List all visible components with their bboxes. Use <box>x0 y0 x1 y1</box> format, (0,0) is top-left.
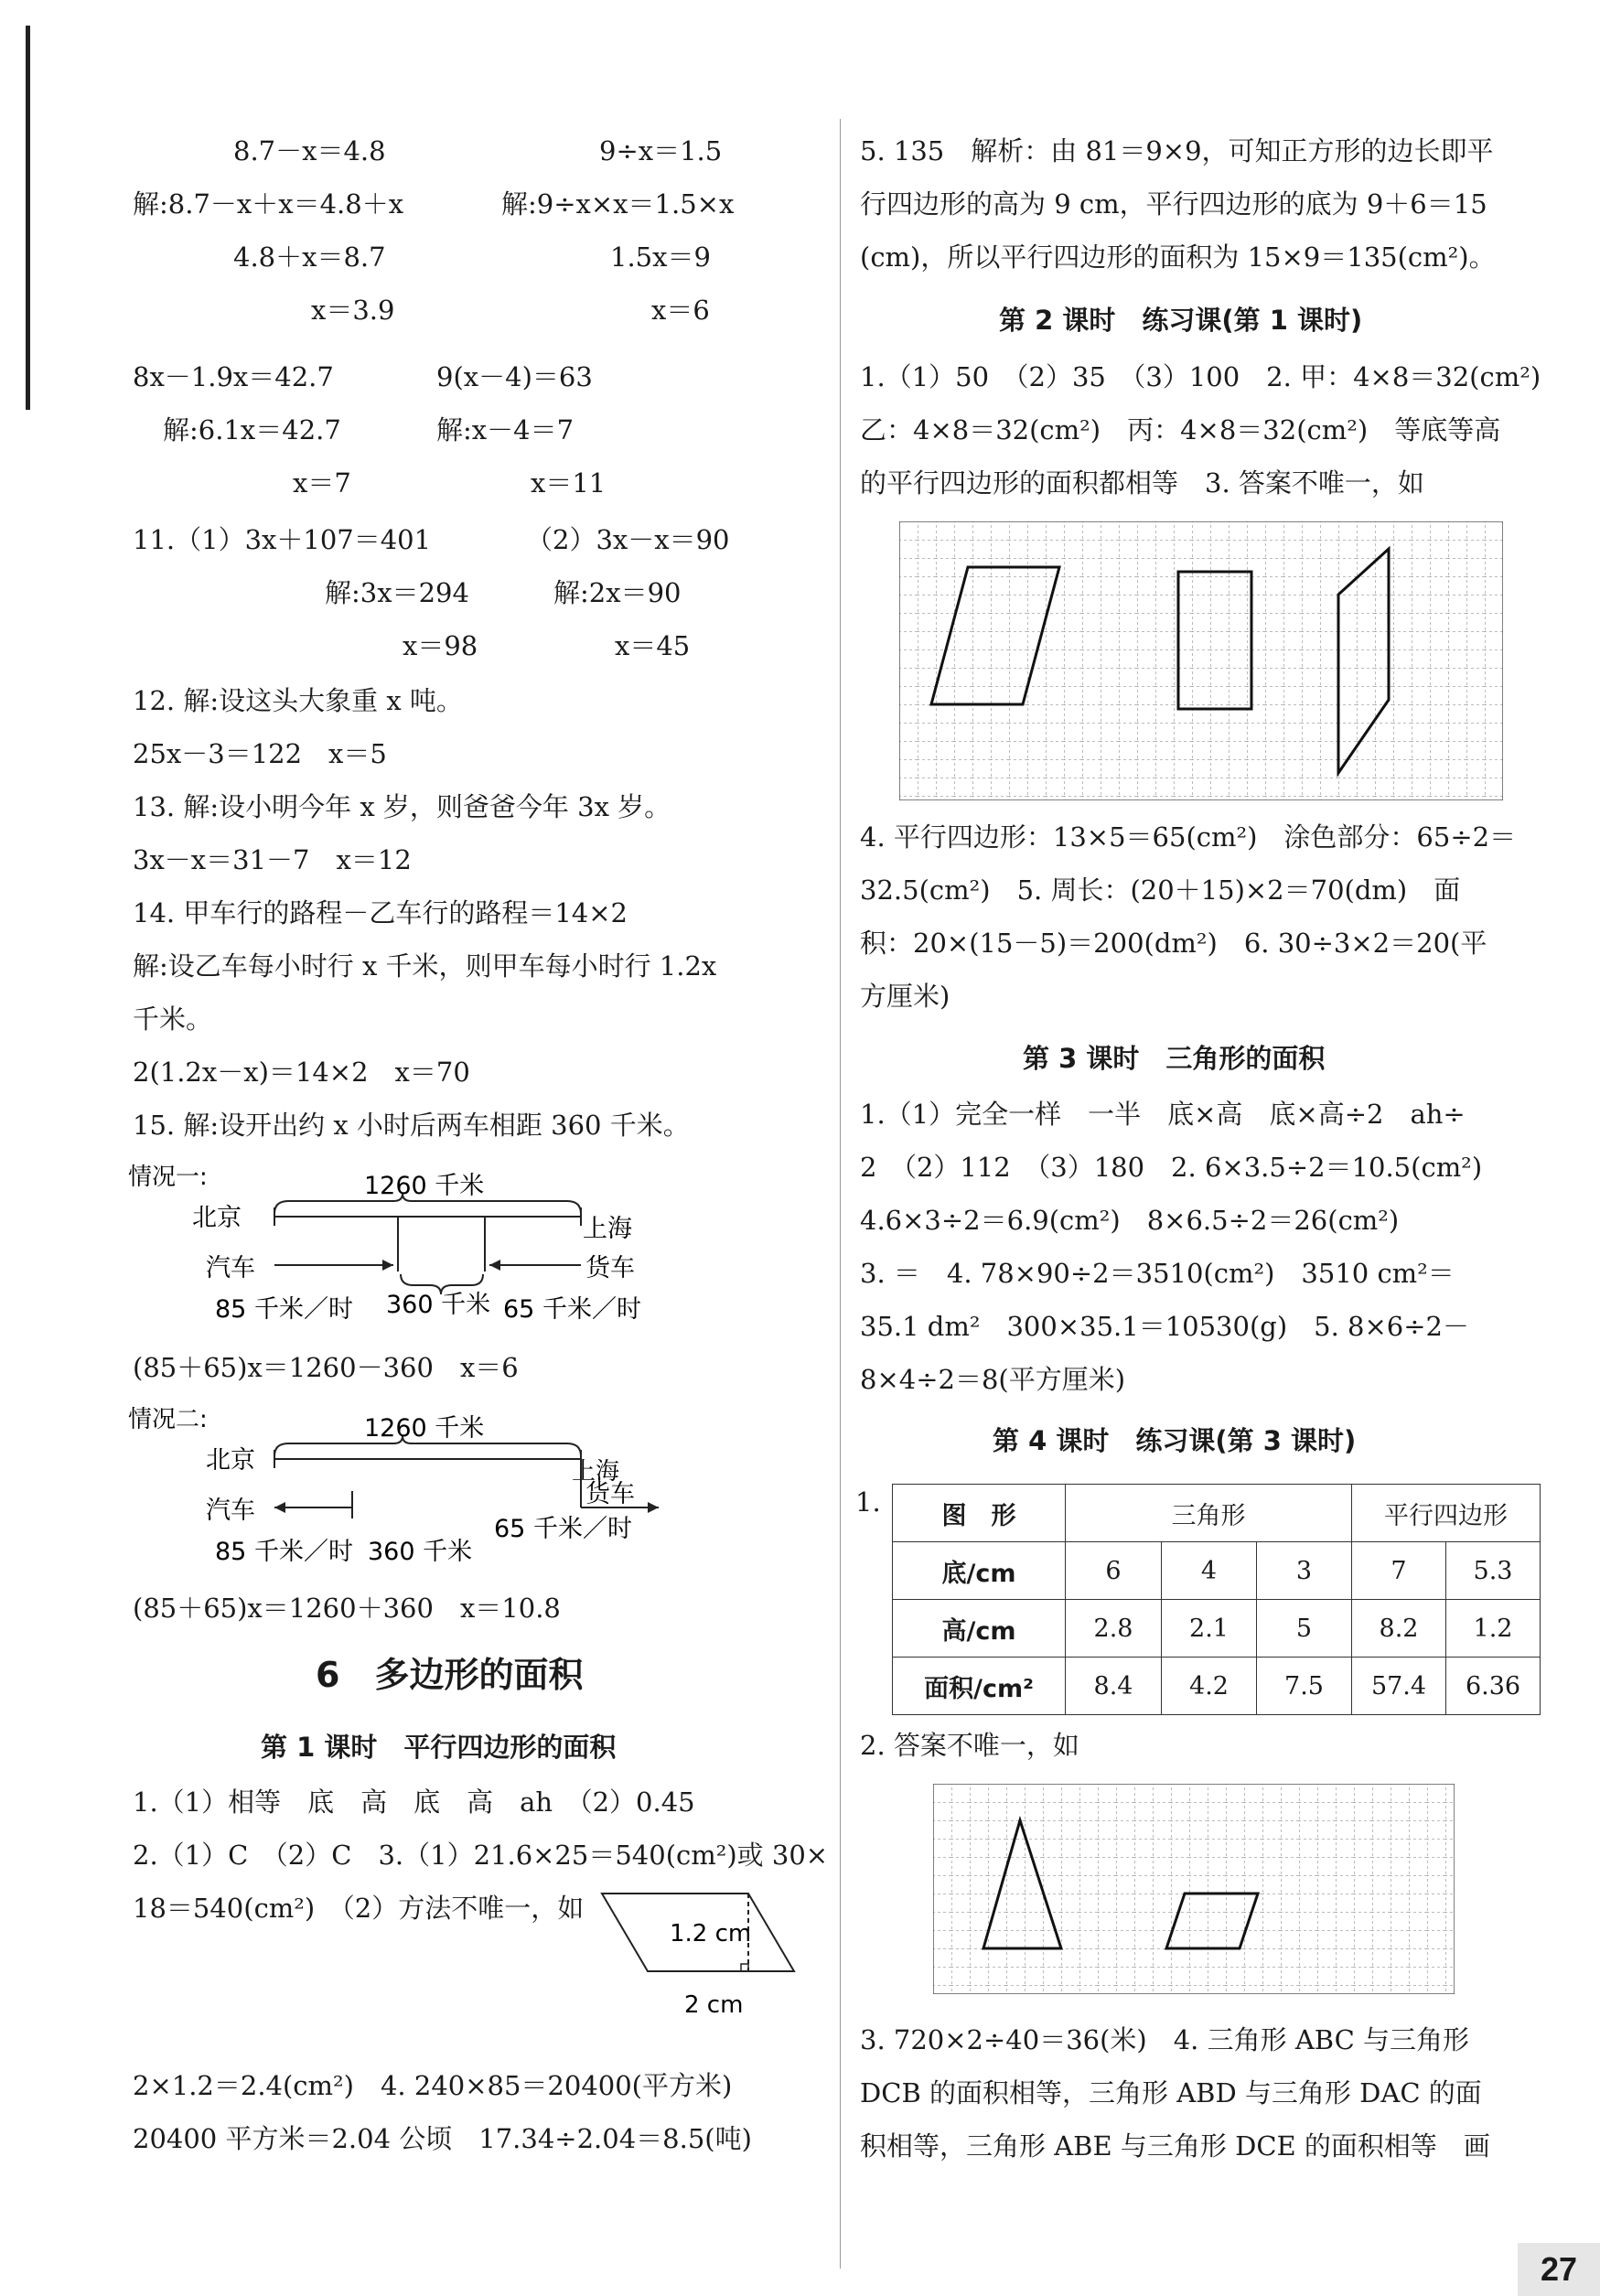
table-cell: 6.36 <box>1446 1658 1541 1715</box>
car-speed-label: 85 千米／时 <box>215 1295 353 1324</box>
lesson2-line: 1.（1）50 （2）35 （3）100 2. 甲：4×8＝32(cm²) <box>860 361 1541 392</box>
q11-line: 解:3x＝294 <box>325 577 469 608</box>
lesson1-line: 1.（1）相等 底 高 底 高 ah （2）0.45 <box>133 1786 695 1818</box>
car-label: 汽车 <box>206 1497 255 1525</box>
table-cell: 7.5 <box>1257 1658 1352 1715</box>
table-header-cell: 平行四边形 <box>1352 1485 1541 1542</box>
gap-distance-label: 360 千米 <box>386 1291 491 1319</box>
lesson3-line: 8×4÷2＝8(平方厘米) <box>860 1364 1126 1395</box>
eq-line: x＝3.9 <box>311 295 395 326</box>
lesson2-line: 的平行四边形的面积都相等 3. 答案不唯一，如 <box>860 467 1424 499</box>
eq-line: 8x－1.9x＝42.7 <box>133 361 334 392</box>
lesson4-line: 3. 720×2÷40＝36(米) 4. 三角形 ABC 与三角形 <box>860 2024 1470 2055</box>
total-distance-label: 1260 千米 <box>364 1414 485 1443</box>
lesson3-line: 4.6×3÷2＝6.9(cm²) 8×6.5÷2＝26(cm²) <box>860 1205 1400 1236</box>
q2-line: 2. 答案不唯一，如 <box>860 1730 1079 1761</box>
q11-line: （2）3x－x＝90 <box>526 524 730 555</box>
truck-speed-label: 65 千米／时 <box>494 1515 632 1543</box>
eq-line: x＝7 <box>293 467 351 499</box>
q5-line: 行四边形的高为 9 cm，平行四边形的底为 9＋6＝15 <box>860 188 1487 220</box>
city-b-label: 上海 <box>583 1215 632 1243</box>
lesson1-line: 2×1.2＝2.4(cm²) 4. 240×85＝20400(平方米) <box>133 2070 733 2101</box>
lesson4-line: DCB 的面积相等，三角形 ABD 与三角形 DAC 的面 <box>860 2077 1482 2108</box>
q14-line: 2(1.2x－x)＝14×2 x＝70 <box>133 1057 470 1088</box>
q13-line: 3x－x＝31－7 x＝12 <box>133 844 412 875</box>
lesson2-line: 乙：4×8＝32(cm²) 丙：4×8＝32(cm²) 等底等高 <box>860 414 1501 445</box>
table-row <box>893 1542 1541 1600</box>
q14-line: 解:设乙车每小时行 x 千米，则甲车每小时行 1.2x <box>133 950 717 982</box>
q12-line: 25x－3＝122 x＝5 <box>133 738 387 769</box>
eq-line: 8.7－x＝4.8 <box>233 135 386 166</box>
table-row-label: 面积/cm² <box>893 1658 1066 1715</box>
grid-figure-parallelograms <box>899 521 1503 800</box>
q15-line: 15. 解:设开出约 x 小时后两车相距 360 千米。 <box>133 1110 690 1141</box>
table-cell: 6 <box>1066 1542 1162 1600</box>
case1-equation: (85＋65)x＝1260－360 x＝6 <box>133 1352 519 1383</box>
q11-line: x＝98 <box>403 630 478 661</box>
base-label: 2 cm <box>684 1991 744 2019</box>
lesson3-title: 第 3 课时 三角形的面积 <box>1023 1043 1326 1074</box>
chapter-title: 6 多边形的面积 <box>316 1655 584 1695</box>
lesson1-line: 2.（1）C （2）C 3.（1）21.6×25＝540(cm²)或 30× <box>133 1840 829 1871</box>
table-cell: 4.2 <box>1162 1658 1257 1715</box>
truck-speed-label: 65 千米／时 <box>503 1295 641 1324</box>
lesson1-title: 第 1 课时 平行四边形的面积 <box>261 1732 617 1763</box>
city-b-label: 上海 <box>572 1458 620 1486</box>
q11-line: 解:2x＝90 <box>553 577 682 608</box>
q14-line: 千米。 <box>133 1003 213 1035</box>
q1-label: 1. <box>855 1486 881 1518</box>
q12-line: 12. 解:设这头大象重 x 吨。 <box>133 685 463 716</box>
q11-line: 11.（1）3x＋107＝401 <box>133 524 432 555</box>
truck-arrowhead <box>489 1260 500 1271</box>
page-number: 27 <box>1518 2243 1600 2296</box>
truck-label: 货车 <box>585 1480 635 1508</box>
lesson3-line: 1.（1）完全一样 一半 底×高 底×高÷2 ah÷ <box>860 1099 1466 1130</box>
eq-line: 4.8＋x＝8.7 <box>233 241 386 273</box>
lesson1-line: 18＝540(cm²) （2）方法不唯一，如 <box>133 1893 585 1924</box>
eq-line: 解:6.1x＝42.7 <box>163 414 341 445</box>
case2-equation: (85＋65)x＝1260＋360 x＝10.8 <box>133 1593 561 1624</box>
q14-line: 14. 甲车行的路程－乙车行的路程＝14×2 <box>133 897 628 928</box>
lesson2-line: 4. 平行四边形：13×5＝65(cm²) 涂色部分：65÷2＝ <box>860 821 1517 853</box>
lesson3-line: 35.1 dm² 300×35.1＝10530(g) 5. 8×6÷2－ <box>860 1311 1469 1342</box>
shape-data-table <box>892 1484 1541 1715</box>
table-cell: 1.2 <box>1446 1600 1541 1658</box>
table-header-cell: 图 形 <box>893 1485 1066 1542</box>
case-label: 情况二: <box>128 1406 208 1433</box>
table-header-row <box>893 1485 1541 1542</box>
gap-distance-label: 360 千米 <box>368 1538 473 1566</box>
lesson1-line: 20400 平方米＝2.04 公顷 17.34÷2.04＝8.5(吨) <box>133 2123 752 2154</box>
lesson3-line: 3. ＝ 4. 78×90÷2＝3510(cm²) 3510 cm²＝ <box>860 1258 1455 1289</box>
table-cell: 5 <box>1257 1600 1352 1658</box>
eq-line: 9÷x＝1.5 <box>599 135 723 166</box>
eq-line: 1.5x＝9 <box>610 241 711 273</box>
case2-diagram <box>128 1400 677 1569</box>
car-arrowhead <box>274 1502 285 1513</box>
lesson2-line: 积：20×(15－5)＝200(dm²) 6. 30÷3×2＝20(平 <box>860 928 1487 959</box>
table-cell: 3 <box>1257 1542 1352 1600</box>
case-label: 情况一: <box>128 1164 208 1191</box>
eq-line: 解:8.7－x＋x＝4.8＋x <box>133 188 404 220</box>
eq-line: 解:x－4＝7 <box>436 414 574 445</box>
truck-label: 货车 <box>585 1254 635 1282</box>
lesson2-line: 方厘米) <box>860 981 950 1012</box>
car-label: 汽车 <box>206 1254 255 1282</box>
height-label: 1.2 cm <box>670 1920 752 1947</box>
eq-line: x＝11 <box>531 467 607 499</box>
city-a-label: 北京 <box>206 1446 255 1475</box>
eq-line: 9(x－4)＝63 <box>436 361 593 392</box>
lesson2-line: 32.5(cm²) 5. 周长：(20＋15)×2＝70(dm) 面 <box>860 874 1461 906</box>
table-header-cell: 三角形 <box>1066 1485 1352 1542</box>
case1-diagram <box>128 1157 677 1326</box>
table-cell: 8.4 <box>1066 1658 1162 1715</box>
total-distance-label: 1260 千米 <box>364 1172 485 1200</box>
column-divider <box>840 119 841 2269</box>
table-cell: 2.1 <box>1162 1600 1257 1658</box>
margin-bar <box>26 26 30 410</box>
city-a-label: 北京 <box>192 1204 242 1232</box>
car-speed-label: 85 千米／时 <box>215 1538 353 1566</box>
lesson4-line: 积相等，三角形 ABE 与三角形 DCE 的面积相等 画 <box>860 2130 1490 2162</box>
lesson3-line: 2 （2）112 （3）180 2. 6×3.5÷2＝10.5(cm²) <box>860 1152 1483 1183</box>
table-row <box>893 1658 1541 1715</box>
parallelogram-figure <box>585 1884 805 2022</box>
q5-line: 5. 135 解析：由 81＝9×9，可知正方形的边长即平 <box>860 135 1494 166</box>
q11-line: x＝45 <box>615 630 691 661</box>
eq-line: 解:9÷x×x＝1.5×x <box>501 188 735 220</box>
lesson2-title: 第 2 课时 练习课(第 1 课时) <box>999 305 1363 336</box>
lesson4-title: 第 4 课时 练习课(第 3 课时) <box>993 1425 1357 1456</box>
eq-line: x＝6 <box>651 295 710 326</box>
table-row-label: 高/cm <box>893 1600 1066 1658</box>
table-cell: 2.8 <box>1066 1600 1162 1658</box>
right-angle-mark <box>741 1964 748 1971</box>
table-row <box>893 1600 1541 1658</box>
grid-background <box>899 521 1503 800</box>
truck-arrowhead <box>648 1502 659 1513</box>
car-arrowhead <box>382 1260 393 1271</box>
q5-line: (cm)，所以平行四边形的面积为 15×9＝135(cm²)。 <box>860 241 1496 273</box>
q13-line: 13. 解:设小明今年 x 岁，则爸爸今年 3x 岁。 <box>133 791 671 822</box>
grid-figure-triangle <box>933 1784 1455 1994</box>
table-cell: 8.2 <box>1352 1600 1446 1658</box>
table-row-label: 底/cm <box>893 1542 1066 1600</box>
table-cell: 57.4 <box>1352 1658 1446 1715</box>
table-cell: 5.3 <box>1446 1542 1541 1600</box>
table-cell: 7 <box>1352 1542 1446 1600</box>
table-cell: 4 <box>1162 1542 1257 1600</box>
grid-background <box>933 1784 1455 1994</box>
